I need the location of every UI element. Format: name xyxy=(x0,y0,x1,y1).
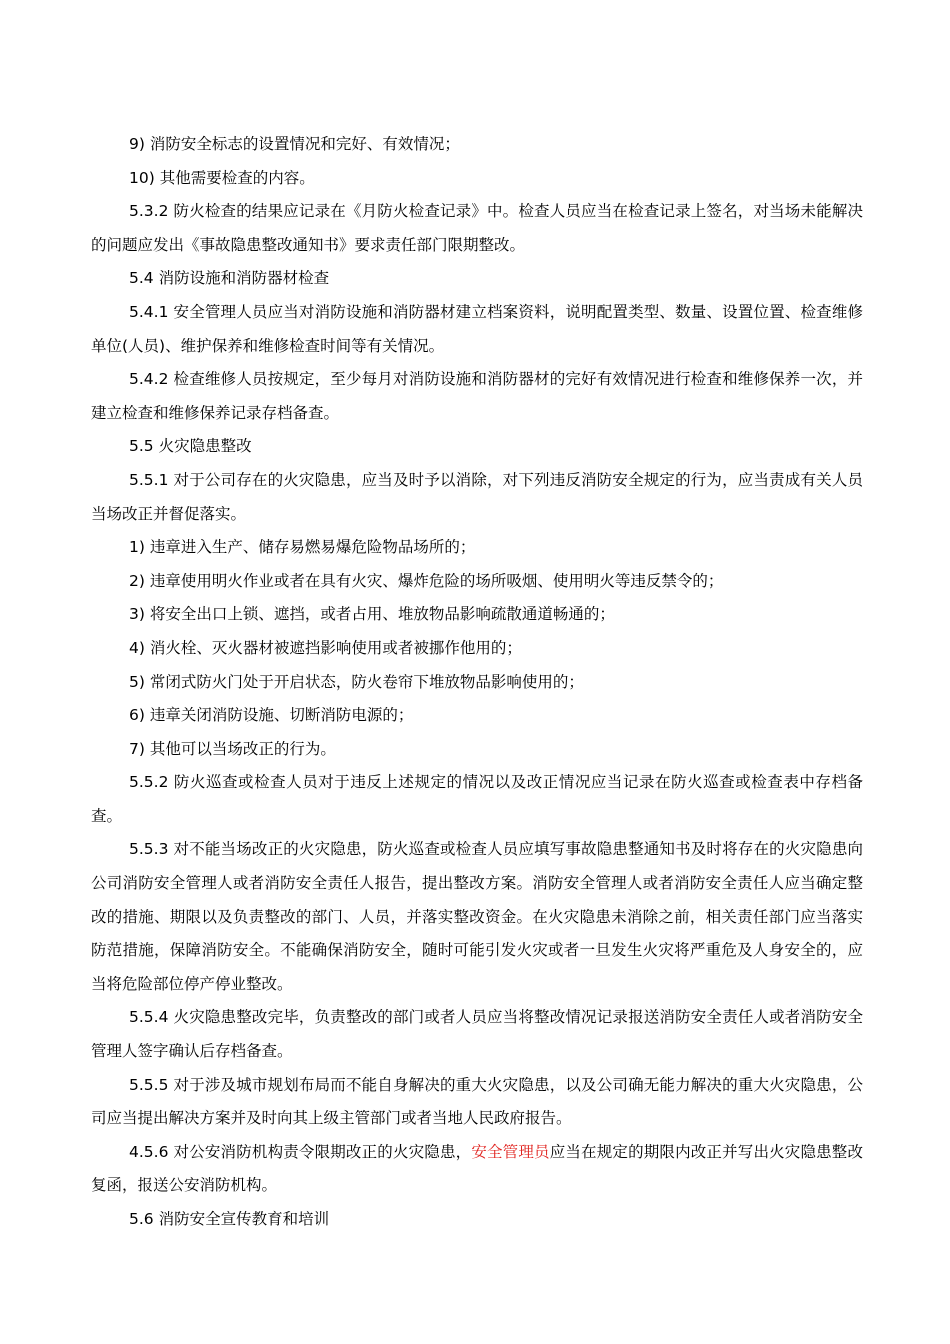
clause-5-3-2: 5.3.2 防火检查的结果应记录在《月防火检查记录》中。检查人员应当在检查记录上签名，对当场未能解决的问题应发出《事故隐患整改通知书》要求责任部门限期整改。 xyxy=(91,202,863,254)
clause-5-5-2: 5.5.2 防火巡查或检查人员对于违反上述规定的情况以及改正情况应当记录在防火巡查或检查表中存档备查。 xyxy=(91,773,863,825)
section-5-5-heading: 5.5 火灾隐患整改 xyxy=(129,437,252,456)
clause-4-5-6 xyxy=(91,1136,863,1203)
section-5-6-heading: 5.6 消防安全宣传教育和培训 xyxy=(129,1210,330,1228)
list-item-4: 4) 消火栓、灭火器材被遮挡影响使用或者被挪作他用的； xyxy=(129,638,522,657)
list-item-7: 7) 其他可以当场改正的行为。 xyxy=(129,739,336,758)
clause-4-5-6-after: 应当在规定的期限内改正并写出火灾隐患整改复函，报送公安消防机构。 xyxy=(91,1142,863,1195)
list-item-1: 1) 违章进入生产、储存易燃易爆危险物品场所的； xyxy=(129,538,476,557)
highlight-safety-manager: 安全管理员 xyxy=(471,1142,550,1161)
clause-5-5-4: 5.5.4 火灾隐患整改完毕，负责整改的部门或者人员应当将整改情况记录报送消防安全责任人或者消防安全管理人签字确认后存档备查。 xyxy=(91,1008,863,1061)
list-item-2: 2) 违章使用明火作业或者在具有火灾、爆炸危险的场所吸烟、使用明火等违反禁令的； xyxy=(129,571,724,590)
clause-5-4-1: 5.4.1 安全管理人员应当对消防设施和消防器材建立档案资料，说明配置类型、数量、设置位置、检查维修单位(人员)、维护保养和维修检查时间等有关情况。 xyxy=(91,302,863,355)
section-5-4-heading: 5.4 消防设施和消防器材检查 xyxy=(129,269,330,288)
clause-5-5-5: 5.5.5 对于涉及城市规划布局而不能自身解决的重大火灾隐患，以及公司确无能力解决的重大火灾隐患，公司应当提出解决方案并及时向其上级主管部门或者当地人民政府报告。 xyxy=(91,1075,863,1128)
clause-5-5-3: 5.5.3 对不能当场改正的火灾隐患，防火巡查或检查人员应填写事故隐患整通知书及时将存在的火灾隐患向公司消防安全管理人或者消防安全责任人报告，提出整改方案。消防安全管理人或者消防安全责任人应当确定整改的措施、期限以及负责整改的部门、人员，并落实整改资金。在火灾隐患未消除之前，相关责任部门应当落实防范措施，保障消防安全。不能确保消防安全，随时可能引发火灾或者一旦发生火灾将严重危及人身安全的，应当将危险部位停产停业整改。 xyxy=(91,840,863,993)
list-item-6: 6) 违章关闭消防设施、切断消防电源的； xyxy=(129,706,414,725)
clause-5-5-1: 5.5.1 对于公司存在的火灾隐患，应当及时予以消除，对下列违反消防安全规定的行为，应当责成有关人员当场改正并督促落实。 xyxy=(91,470,863,523)
list-item-5: 5) 常闭式防火门处于开启状态，防火卷帘下堆放物品影响使用的； xyxy=(129,672,584,691)
item-10: 10) 其他需要检查的内容。 xyxy=(129,168,315,187)
list-item-3: 3) 将安全出口上锁、遮挡，或者占用、堆放物品影响疏散通道畅通的； xyxy=(129,605,615,624)
item-9: 9) 消防安全标志的设置情况和完好、有效情况； xyxy=(129,135,460,153)
document-body xyxy=(91,128,863,1237)
clause-5-4-2: 5.4.2 检查维修人员按规定，至少每月对消防设施和消防器材的完好有效情况进行检查和维修保养一次，并建立检查和维修保养记录存档备查。 xyxy=(91,370,863,422)
clause-4-5-6-before: 4.5.6 对公安消防机构责令限期改正的火灾隐患， xyxy=(129,1142,472,1161)
